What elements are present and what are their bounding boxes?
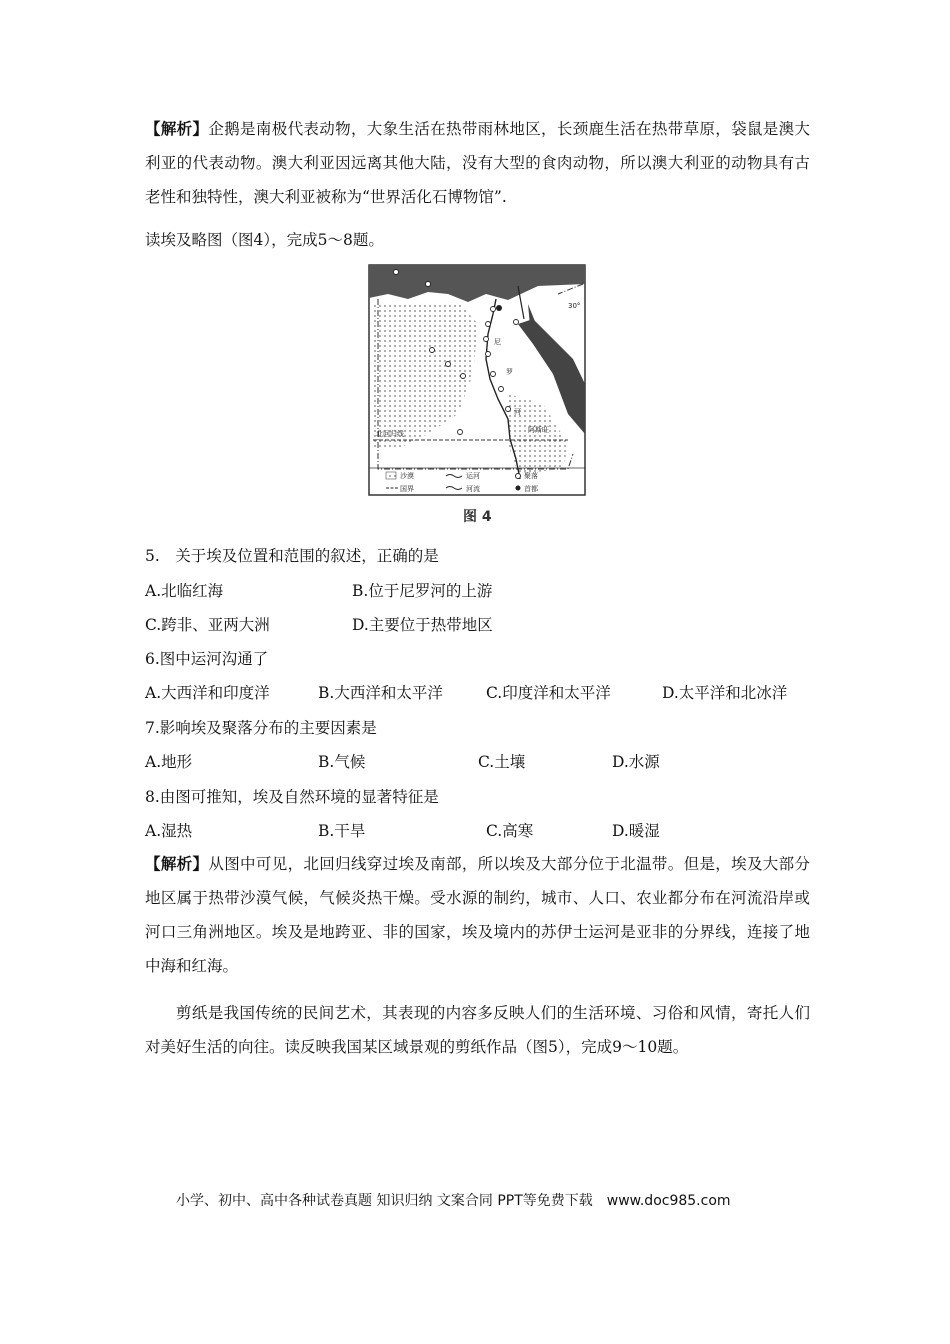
legend-settlement: 聚落 [524, 472, 538, 480]
q6-option-d: D.太平洋和北冰洋 [662, 684, 788, 702]
legend-capital: 首都 [524, 485, 538, 493]
q7-option-b: B.气候 [318, 753, 366, 771]
q5-option-d: D.主要位于热带地区 [352, 616, 493, 634]
q8-option-b: B.干旱 [318, 822, 366, 840]
q8-option-c: C.高寒 [486, 822, 534, 840]
question-7-stem: 7.影响埃及聚落分布的主要因素是 [145, 719, 377, 737]
analysis-paragraph-2 [145, 847, 810, 983]
nile-label-2: 罗 [506, 368, 513, 376]
analysis-paragraph-1 [145, 112, 810, 214]
q6-option-c: C.印度洋和太平洋 [486, 684, 611, 702]
analysis-text-2: 从图中可见，北回归线穿过埃及南部，所以埃及大部分位于北温带。但是，埃及大部分地区属于热带沙漠气候，气候炎热干燥。受水源的制约，城市、人口、农业都分布在河流沿岸或河口三角洲地区。埃及是地跨亚、非的国家，埃及境内的苏伊士运河是亚非的分界线，连接了地中海和红海。 [145, 855, 810, 975]
legend-desert: 沙漠 [400, 472, 414, 480]
question-5-stem: 5. 关于埃及位置和范围的叙述，正确的是 [145, 547, 439, 565]
question-6-stem: 6.图中运河沟通了 [145, 650, 269, 668]
q5-option-b: B.位于尼罗河的上游 [352, 582, 493, 600]
q6-option-b: B.大西洋和太平洋 [318, 684, 443, 702]
figure-caption: 图 4 [463, 509, 492, 525]
lat30-label: 30° [568, 302, 581, 310]
question-8-stem: 8.由图可推知，埃及自然环境的显著特征是 [145, 788, 439, 806]
q5-option-c: C.跨非、亚两大洲 [145, 616, 270, 634]
map-intro: 读埃及略图（图4），完成5～8题。 [145, 231, 384, 249]
q7-option-a: A.地形 [145, 753, 193, 771]
analysis-tag-2: 【解析】 [145, 854, 209, 873]
legend-canal: 运河 [466, 472, 480, 480]
analysis-tag: 【解析】 [145, 119, 209, 138]
q7-option-d: D.水源 [612, 753, 660, 771]
legend-river: 河流 [466, 485, 480, 493]
q5-option-a: A.北临红海 [145, 582, 224, 600]
aswan-label: 阿斯旺 [528, 426, 549, 434]
q6-option-a: A.大西洋和印度洋 [145, 684, 270, 702]
analysis-text: 企鹅是南极代表动物，大象生活在热带雨林地区，长颈鹿生活在热带草原，袋鼠是澳大利亚的代表动物。澳大利亚因远离其他大陆，没有大型的食肉动物，所以澳大利亚的动物具有古老性和独特性，澳大利亚被称为“世界活化石博物馆”. [145, 120, 810, 206]
tropic-label: 北回归线 [376, 430, 404, 438]
legend-border: 国界 [400, 485, 414, 493]
q8-option-d: D.暖湿 [612, 822, 660, 840]
egypt-map [368, 264, 586, 496]
paper-cut-intro: 剪纸是我国传统的民间艺术，其表现的内容多反映人们的生活环境、习俗和风情，寄托人们对美好生活的向往。读反映我国某区域景观的剪纸作品（图5），完成9～10题。 [145, 1004, 810, 1056]
q8-option-a: A.湿热 [145, 822, 193, 840]
footer-text: 小学、初中、高中各种试卷真题 知识归纳 文案合同 PPT等免费下载 www.doc985.com [176, 1193, 731, 1209]
q7-option-c: C.土壤 [478, 753, 526, 771]
nile-label-3: 河 [514, 408, 521, 416]
nile-label-1: 尼 [494, 338, 501, 346]
